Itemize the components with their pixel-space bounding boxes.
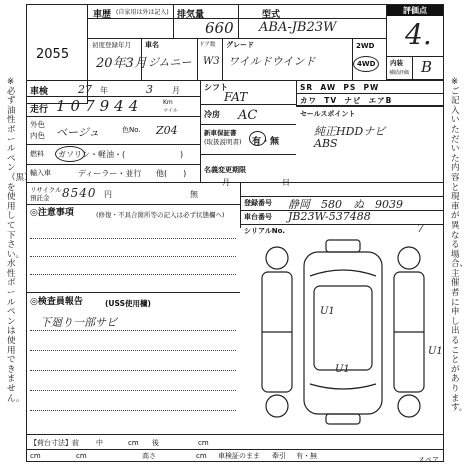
right-front-wheel	[398, 247, 420, 269]
rear-bumper	[326, 414, 360, 424]
inspection-year: 27	[78, 83, 92, 96]
import-options: ディーラー・並行	[78, 169, 142, 178]
chassis-label: 車台番号	[244, 213, 272, 221]
mileage-unit-mile: マイル	[163, 108, 178, 114]
displacement-value: 660	[205, 19, 234, 37]
reg-change-label: 名義変更期限	[204, 166, 246, 174]
equip-navi: ナビ	[344, 96, 362, 105]
inspection-year-unit: 年	[100, 86, 108, 95]
reg-change-day: 日	[282, 178, 290, 187]
height-label: 高さ	[142, 452, 156, 460]
fuel-circle	[55, 146, 85, 162]
stock-number: 2055	[36, 47, 70, 62]
cargo-cm-2: cm	[198, 439, 209, 447]
roof-mark: U1	[320, 306, 335, 317]
model-value: ABA-JB23W	[259, 20, 337, 35]
windshield-line	[310, 270, 376, 276]
footer-cm-c: cm	[196, 452, 207, 460]
record-presence: 有・無	[252, 137, 280, 147]
report-note: 下廻り一部サビ	[40, 316, 117, 329]
record-label: 新車保証書	[204, 129, 237, 137]
color-code-label: 色No.	[122, 126, 141, 134]
drive-4wd: 4WD	[357, 60, 376, 68]
outer-color-value: ベージュ	[56, 126, 100, 139]
recycle-value: 8540	[62, 186, 97, 200]
equip-airbag: エアB	[368, 96, 393, 105]
cargo-label: 【荷台寸法】前	[30, 439, 79, 447]
tow-yes-no: 有・無	[296, 452, 317, 460]
report-title: ◎検査員報告	[30, 297, 83, 307]
car-roof	[314, 286, 372, 370]
grade-label: グレード	[226, 41, 254, 49]
left-mark: U1	[335, 364, 350, 375]
doors-value: W3	[203, 56, 220, 67]
check-label: 車検証のまま	[218, 452, 260, 460]
notes-title: ◎注意事項	[30, 208, 74, 218]
interior-value: B	[421, 58, 433, 76]
rear-window-line	[310, 384, 376, 389]
front-bumper	[326, 240, 360, 252]
inspection-label: 車検	[30, 87, 49, 97]
right-mark: U1	[428, 346, 443, 357]
right-rear-wheel	[398, 395, 420, 417]
car-body-outline	[304, 252, 382, 414]
model-label: 型式	[262, 10, 281, 20]
inspection-month-unit: 月	[172, 86, 180, 95]
recycle-none: 無	[190, 190, 198, 199]
rating-value: 4.	[405, 18, 432, 51]
fuel-close: )	[180, 150, 184, 159]
record-sublabel: (取扱説明書)	[204, 138, 242, 146]
equip-tv: TV	[324, 96, 338, 105]
left-rear-wheel	[266, 395, 288, 417]
equip-leather: カワ	[300, 96, 317, 105]
ac-label: 冷房	[204, 110, 220, 119]
fuel-options: ガソリン・軽油・(	[58, 150, 126, 159]
notes-subtitle: (修復・不具合箇所等の記入は必ず状態欄へ)	[96, 211, 225, 219]
drive-2wd: 2WD	[356, 42, 375, 50]
fuel-label: 燃料	[30, 150, 44, 158]
interior-label: 内装	[390, 59, 403, 67]
car-name-label: 車名	[145, 41, 159, 49]
ac-value: AC	[238, 108, 258, 123]
equip-ps: PS	[343, 83, 357, 92]
equip-aw: AW	[320, 83, 337, 92]
report-subtitle: (USS使用欄)	[105, 299, 151, 308]
history-note: (自家用は外は記入)	[116, 9, 169, 16]
sales-point-label: セールスポイント	[300, 110, 356, 118]
plate-value: 静岡 580 ぬ 9039	[288, 198, 403, 211]
mileage-label: 走行	[30, 105, 49, 115]
cargo-cm-1: cm	[128, 439, 139, 447]
inner-color-label: 内色	[30, 131, 45, 140]
record-circle	[249, 131, 266, 146]
cargo-mid: 中	[96, 439, 103, 447]
doors-label: ドア数	[199, 42, 216, 48]
left-front-wheel	[266, 247, 288, 269]
sales-point-line-1: 純正HDDナビ	[314, 125, 386, 138]
serial-label: シリアルNo.	[244, 227, 286, 235]
serial-value: 7	[417, 222, 424, 235]
history-label: 車歴	[93, 10, 112, 20]
recycle-unit: 円	[104, 190, 112, 199]
first-reg-label: 初度登録年月	[92, 41, 131, 49]
left-vertical-notice: ※必ず油性ボールペン（黒）を使用して下さい。水性ボールペンは使用できません。	[7, 77, 33, 404]
rating-label: 評価点	[387, 5, 443, 16]
outer-color-label: 外色	[30, 120, 45, 129]
equipment-row-2	[300, 96, 392, 105]
car-damage-diagram	[244, 232, 442, 432]
grade-value: ワイルドウインド	[228, 55, 316, 68]
interior-sub: 補助評価	[389, 70, 410, 76]
right-vertical-notice: ※ご記入いただいた内容と現車が異なる場合、主催者に申し出ることがあります。	[451, 77, 469, 414]
chassis-value: JB23W-537488	[288, 210, 371, 223]
recycle-label: リサイクル預託金	[30, 186, 62, 202]
equip-pw: PW	[363, 83, 380, 92]
cargo-rear: 後	[152, 439, 159, 447]
color-code-value: Z04	[156, 124, 178, 137]
equipment-row-1	[300, 83, 379, 92]
import-close: 他( )	[156, 169, 187, 178]
import-label: 輸入車	[30, 169, 51, 177]
inspection-month: 3	[146, 83, 153, 96]
first-reg-value: 20年3月	[96, 56, 147, 71]
shift-value: FAT	[224, 90, 248, 104]
footer-cm-b: cm	[76, 452, 87, 460]
plate-label: 登録番号	[244, 199, 272, 207]
tow-label: 牽引	[272, 452, 286, 460]
reg-change-month: 月	[222, 178, 230, 187]
footer-cm-a: cm	[30, 452, 41, 460]
car-name-value: ジムニー	[148, 56, 192, 69]
spare-label: スペア	[418, 456, 439, 464]
equip-sr: SR	[300, 83, 314, 92]
mileage-value: 107944	[56, 97, 144, 115]
displacement-label: 排気量	[177, 10, 205, 20]
mileage-unit-km: Km	[163, 99, 173, 106]
sales-point-line-2: ABS	[314, 137, 338, 150]
shift-label: シフト	[204, 83, 228, 92]
